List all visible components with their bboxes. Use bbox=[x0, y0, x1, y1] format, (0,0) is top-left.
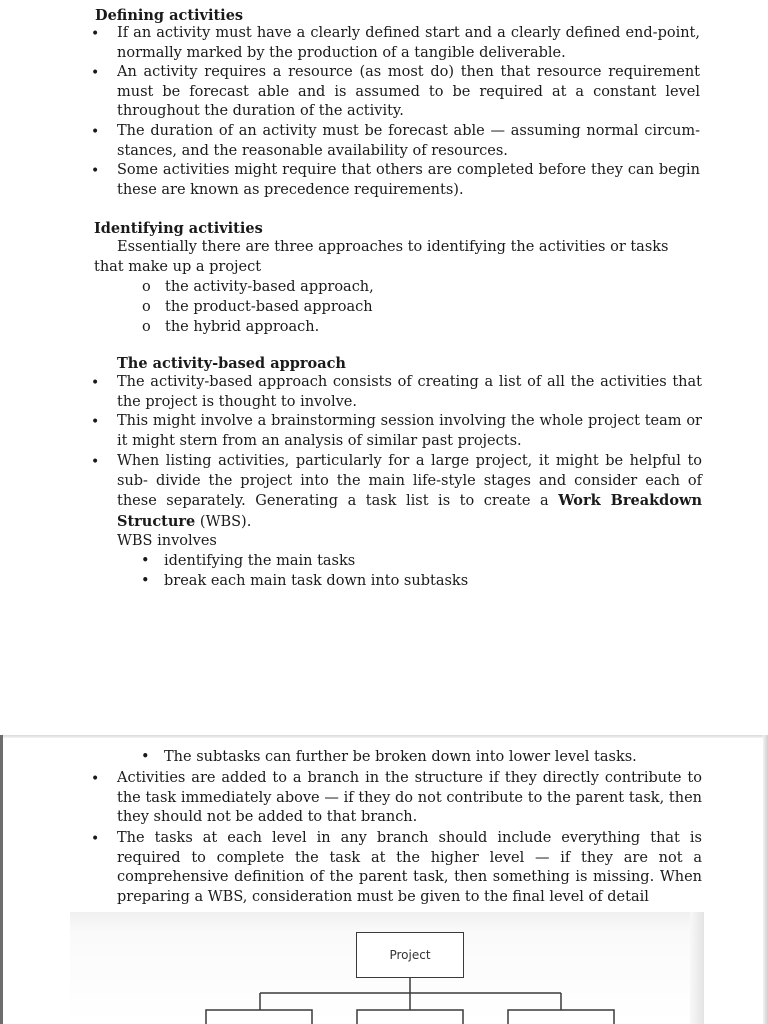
wbs-abbreviation: (WBS). bbox=[199, 513, 252, 530]
wbs-child-node-2 bbox=[357, 1010, 463, 1024]
wbs-child-node-1 bbox=[206, 1010, 312, 1024]
bullet-icon: • bbox=[141, 749, 150, 765]
bullet-icon: • bbox=[91, 831, 100, 847]
wbs-item-main-tasks: identifying the main tasks bbox=[164, 553, 356, 569]
wbs-term: Work Breakdown Structure bbox=[117, 492, 703, 530]
wbs-root-label: Project bbox=[389, 948, 431, 962]
bullet-icon: • bbox=[91, 771, 100, 787]
bullet-icon: • bbox=[91, 163, 100, 179]
bullet-icon: • bbox=[91, 454, 100, 470]
heading-identifying-activities: Identifying activities bbox=[94, 220, 263, 237]
circle-bullet-icon: o bbox=[142, 319, 151, 335]
page2-bullet-2: The tasks at each level in any branch should include everything that is required to complete the task at the higher level — if they are not a comprehensive definition of the parent task, then something is missing. When preparing a WBS, consideration must be given to the final level of detail bbox=[117, 830, 702, 905]
bullet-icon: • bbox=[141, 553, 150, 569]
activity-bullet-3-text: When listing activities, particularly for a large project, it might be helpful to sub- divide the project into the main life-style stages and consider each of these separately. Generating a task list is to create a bbox=[117, 453, 702, 510]
bullet-icon: • bbox=[91, 414, 100, 430]
approach-item-hybrid: the hybrid approach. bbox=[165, 319, 320, 335]
circle-bullet-icon: o bbox=[142, 279, 151, 295]
defining-bullet-3: The duration of an activity must be forecast able — assuming normal circum- stances, and the reasonable availability of resources. bbox=[117, 123, 700, 159]
defining-bullet-4: Some activities might require that others are completed before they can begin these are known as precedence requirements). bbox=[117, 162, 700, 198]
wbs-involves-label: WBS involves bbox=[117, 533, 217, 549]
wbs-child-node-3 bbox=[508, 1010, 614, 1024]
heading-activity-based-approach: The activity-based approach bbox=[117, 355, 346, 372]
bullet-icon: • bbox=[91, 375, 100, 391]
approach-item-activity: the activity-based approach, bbox=[165, 279, 374, 295]
defining-bullet-1: If an activity must have a clearly defined start and a clearly defined end-point, normally marked by the production of a tangible deliverable. bbox=[117, 25, 700, 61]
bullet-icon: • bbox=[91, 26, 100, 42]
wbs-item-subtasks: break each main task down into subtasks bbox=[164, 573, 469, 589]
approach-item-product: the product-based approach bbox=[165, 299, 373, 315]
defining-bullet-2: An activity requires a resource (as most do) then that resource requirement must be forecast able and is assumed to be required at a constant level throughout the duration of the activity. bbox=[117, 64, 700, 120]
bullet-icon: • bbox=[91, 65, 100, 81]
circle-bullet-icon: o bbox=[142, 299, 151, 315]
bullet-icon: • bbox=[91, 124, 100, 140]
activity-bullet-2: This might involve a brainstorming session involving the whole project team or it might stern from an analysis of similar past projects. bbox=[117, 413, 702, 449]
page2-bullet-1: Activities are added to a branch in the structure if they directly contribute to the task immediately above — if they do not contribute to the parent task, then they should not be added to that branch. bbox=[117, 770, 702, 826]
activity-bullet-1: The activity-based approach consists of creating a list of all the activities that the project is thought to involve. bbox=[117, 374, 702, 410]
wbs-item-lower-level: The subtasks can further be broken down into lower level tasks. bbox=[164, 749, 637, 765]
bullet-icon: • bbox=[141, 573, 150, 589]
heading-defining-activities: Defining activities bbox=[95, 7, 244, 24]
identifying-intro: Essentially there are three approaches to identifying the activities or tasks that make up a project bbox=[94, 239, 669, 275]
